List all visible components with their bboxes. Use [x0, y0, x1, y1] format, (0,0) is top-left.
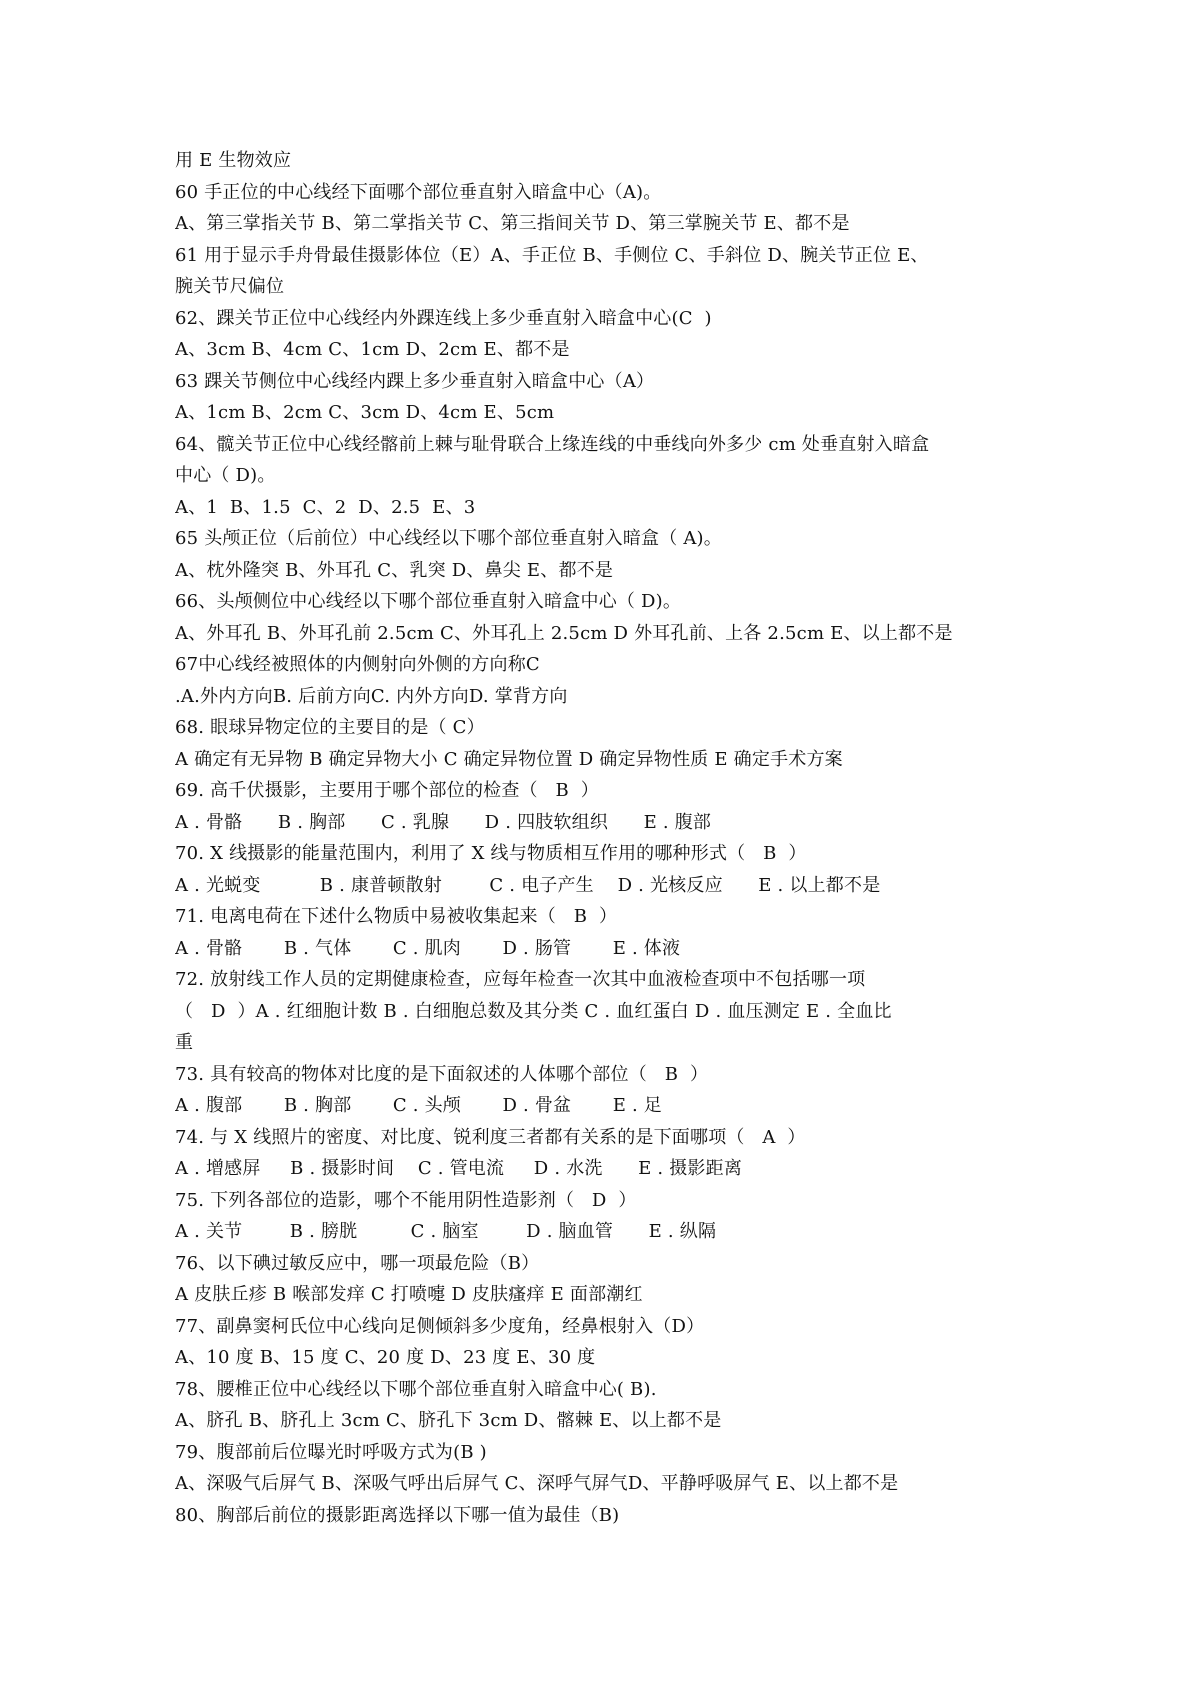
text-line: 77、副鼻窦柯氏位中心线向足侧倾斜多少度角，经鼻根射入（D）: [175, 1315, 705, 1337]
text-line: 72. 放射线工作人员的定期健康检查，应每年检查一次其中血液检查项中不包括哪一项: [175, 969, 866, 990]
text-line: （ D ）A . 红细胞计数 B . 白细胞总数及其分类 C . 血红蛋白 D . 血压测定 E . 全血比: [175, 1000, 892, 1022]
text-line: A . 骨骼 B . 气体 C . 肌肉 D . 肠管 E . 体液: [175, 937, 681, 959]
text-line: A、第三掌指关节 B、第二掌指关节 C、第三指间关节 D、第三掌腕关节 E、都不是: [175, 213, 850, 234]
text-line: A 确定有无异物 B 确定异物大小 C 确定异物位置 D 确定异物性质 E 确定手术方案: [175, 748, 843, 770]
text-line: A . 增感屏 B . 摄影时间 C . 管电流 D . 水洗 E . 摄影距离: [175, 1158, 743, 1179]
text-line: 中心（ D)。: [175, 465, 276, 486]
text-line: 60 手正位的中心线经下面哪个部位垂直射入暗盒中心（A)。: [175, 181, 662, 203]
text-line: 68. 眼球异物定位的主要目的是（ C）: [175, 717, 485, 738]
text-line: 64、髋关节正位中心线经髂前上棘与耻骨联合上缘连线的中垂线向外多少 cm 处垂直射入暗盒: [175, 433, 930, 455]
text-line: A . 光蜕变 B . 康普顿散射 C . 电子产生 D . 光核反应 E . 以上都不是: [175, 874, 881, 896]
text-line: 78、腰椎正位中心线经以下哪个部位垂直射入暗盒中心( B).: [175, 1378, 657, 1400]
text-line: A、3cm B、4cm C、1cm D、2cm E、都不是: [175, 339, 570, 360]
text-line: 79、腹部前后位曝光时呼吸方式为(B ): [175, 1441, 487, 1463]
text-line: 73. 具有较高的物体对比度的是下面叙述的人体哪个部位（ B ）: [175, 1063, 709, 1085]
text-line: 63 踝关节侧位中心线经内踝上多少垂直射入暗盒中心（A）: [175, 370, 655, 392]
text-line: A . 腹部 B . 胸部 C . 头颅 D . 骨盆 E . 足: [175, 1095, 663, 1116]
document-body: [175, 145, 1030, 1531]
text-line: A、1 B、1.5 C、2 D、2.5 E、3: [175, 496, 476, 518]
text-line: 71. 电离电荷在下述什么物质中易被收集起来（ B ）: [175, 906, 618, 927]
text-line: A、外耳孔 B、外耳孔前 2.5cm C、外耳孔上 2.5cm D 外耳孔前、上各 2.5cm E、以上都不是: [175, 622, 953, 644]
text-line: 62、踝关节正位中心线经内外踝连线上多少垂直射入暗盒中心(C ): [175, 307, 712, 329]
text-line: 69. 高千伏摄影，主要用于哪个部位的检查（ B ）: [175, 780, 599, 801]
text-line: A、深吸气后屏气 B、深吸气呼出后屏气 C、深呼气屏气D、平静呼吸屏气 E、以上都不是: [175, 1473, 899, 1494]
text-line: 用 E 生物效应: [175, 150, 292, 171]
text-line: 80、胸部后前位的摄影距离选择以下哪一值为最佳（B): [175, 1504, 620, 1526]
text-line: A、1cm B、2cm C、3cm D、4cm E、5cm: [175, 402, 555, 423]
text-line: 76、以下碘过敏反应中，哪一项最危险（B）: [175, 1252, 540, 1274]
text-line: 70. X 线摄影的能量范围内，利用了 X 线与物质相互作用的哪种形式（ B ）: [175, 843, 807, 864]
text-line: 65 头颅正位（后前位）中心线经以下哪个部位垂直射入暗盒（ A)。: [175, 528, 722, 549]
text-line: .A.外内方向B. 后前方向C. 内外方向D. 掌背方向: [175, 685, 568, 707]
text-line: A 皮肤丘疹 B 喉部发痒 C 打喷嚏 D 皮肤瘙痒 E 面部潮红: [175, 1284, 643, 1305]
text-line: 61 用于显示手舟骨最佳摄影体位（E）A、手正位 B、手侧位 C、手斜位 D、腕关节正位 E、: [175, 244, 929, 266]
text-line: 腕关节尺偏位: [175, 276, 285, 297]
text-line: A . 关节 B . 膀胱 C . 脑室 D . 脑血管 E . 纵隔: [175, 1221, 717, 1242]
text-line: A、枕外隆突 B、外耳孔 C、乳突 D、鼻尖 E、都不是: [175, 559, 614, 581]
text-line: A、脐孔 B、脐孔上 3cm C、脐孔下 3cm D、髂棘 E、以上都不是: [175, 1410, 722, 1431]
text-line: 67中心线经被照体的内侧射向外侧的方向称C: [175, 654, 540, 675]
text-line: 74. 与 X 线照片的密度、对比度、锐利度三者都有关系的是下面哪项（ A ）: [175, 1126, 806, 1148]
text-line: 66、头颅侧位中心线经以下哪个部位垂直射入暗盒中心（ D)。: [175, 591, 682, 612]
text-line: 重: [175, 1032, 194, 1053]
text-line: A . 骨骼 B . 胸部 C . 乳腺 D . 四肢软组织 E . 腹部: [175, 811, 712, 833]
text-line: 75. 下列各部位的造影，哪个不能用阴性造影剂（ D ）: [175, 1189, 637, 1211]
text-line: A、10 度 B、15 度 C、20 度 D、23 度 E、30 度: [175, 1347, 596, 1368]
